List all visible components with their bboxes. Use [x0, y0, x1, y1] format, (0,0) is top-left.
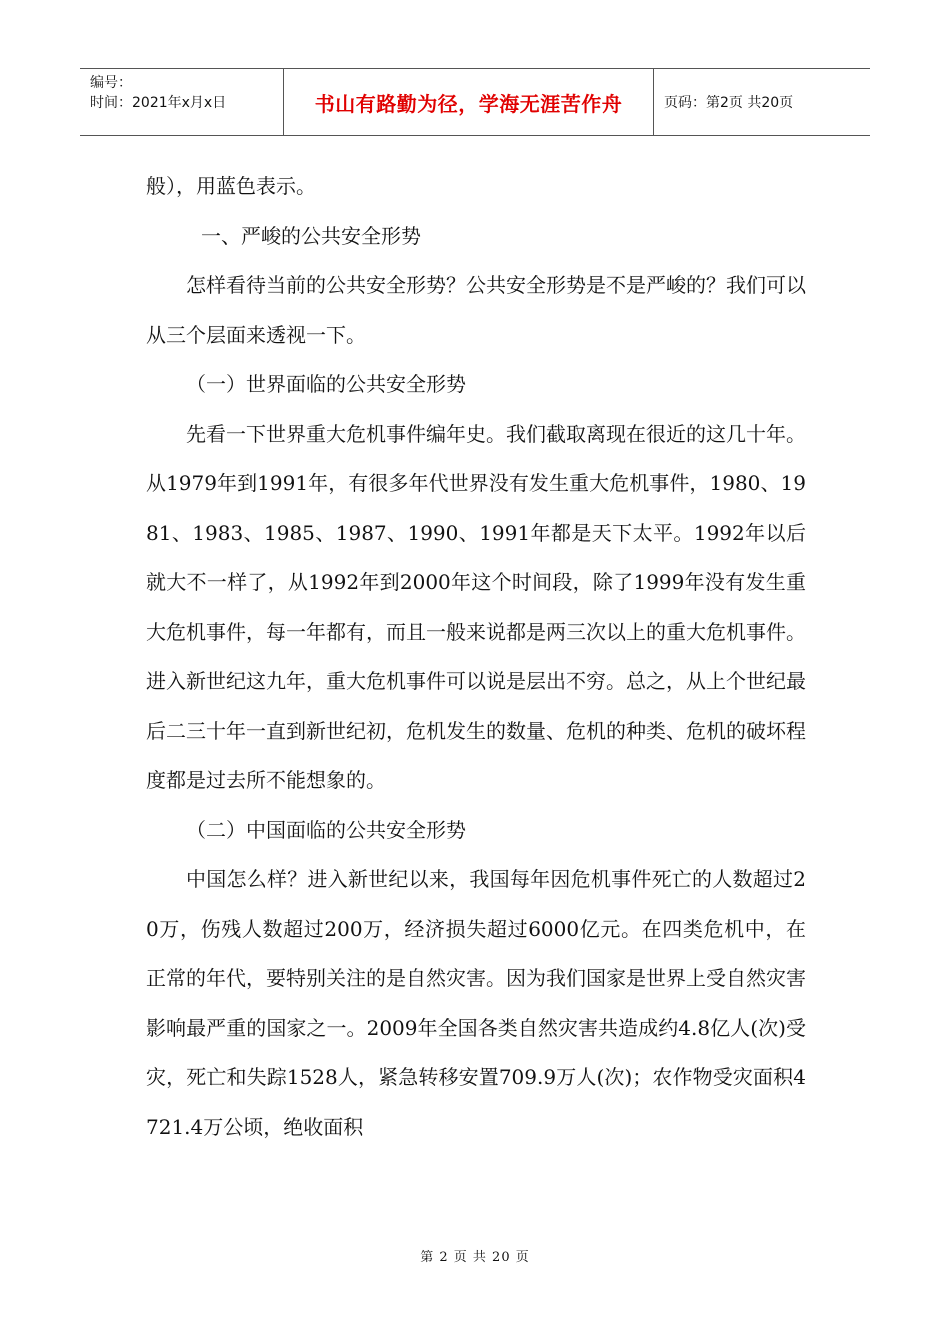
page-header	[80, 68, 870, 136]
section-heading: 一、严峻的公共安全形势	[201, 223, 421, 248]
serial-label: 编号：	[90, 75, 132, 91]
paragraph-intro: 怎样看待当前的公共安全形势？公共安全形势是不是严峻的？我们可以从三个层面来透视一下。	[146, 273, 806, 347]
document-body	[146, 162, 806, 1152]
header-motto: 书山有路勤为径，学海无涯苦作舟	[284, 69, 654, 135]
header-page-info: 页码：第2页 共20页	[664, 95, 794, 111]
paragraph-world: 先看一下世界重大危机事件编年史。我们截取离现在很近的这几十年。从1979年到1991年，有很多年代世界没有发生重大危机事件，1980、1981、1983、1985、1987、1990、1991年都是天下太平。1992年以后就大不一样了，从1992年到2000年这个时间段，除了1999年没有发生重大危机事件，每一年都有，而且一般来说都是两三次以上的重大危机事件。进入新世纪这九年，重大危机事件可以说是层出不穷。总之，从上个世纪最后二三十年一直到新世纪初，危机发生的数量、危机的种类、危机的破坏程度都是过去所不能想象的。	[146, 421, 806, 792]
subsection-heading-china: （二）中国面临的公共安全形势	[186, 817, 466, 842]
subsection-heading-world: （一）世界面临的公共安全形势	[186, 372, 466, 396]
page-footer: 第 2 页 共 20 页	[420, 1250, 530, 1265]
paragraph-continuation: 般），用蓝色表示。	[146, 174, 316, 198]
paragraph-china: 中国怎么样？进入新世纪以来，我国每年因危机事件死亡的人数超过20万，伤残人数超过200万，经济损失超过6000亿元。在四类危机中，在正常的年代，要特别关注的是自然灾害。因为我们国家是世界上受自然灾害影响最严重的国家之一。2009年全国各类自然灾害共造成约4.8亿人(次)受灾，死亡和失踪1528人，紧急转移安置709.9万人(次)；农作物受灾面积4721.4万公顷，绝收面积	[146, 867, 806, 1139]
header-meta-cell	[80, 69, 284, 135]
time-label: 时间：2021年x月x日	[90, 95, 227, 111]
